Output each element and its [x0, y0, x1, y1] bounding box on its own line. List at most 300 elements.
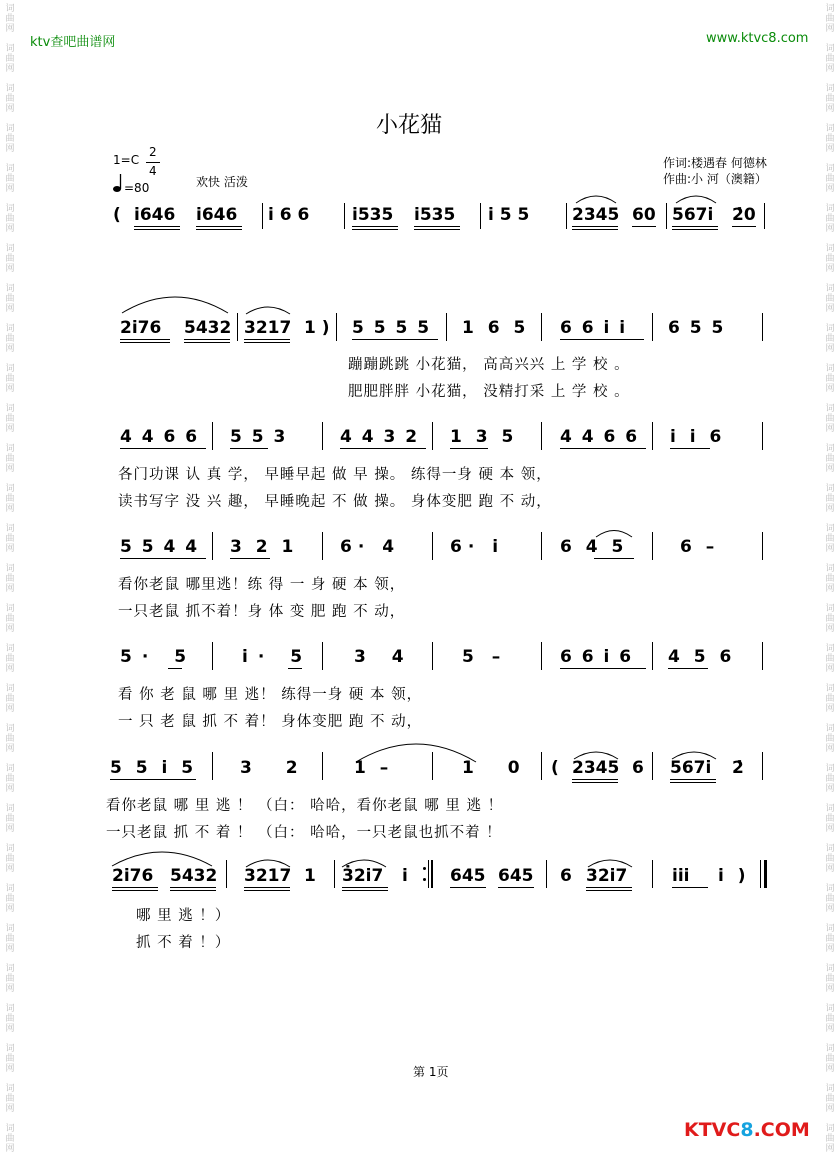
watermark-char: 曲 [825, 654, 835, 664]
beam-line [672, 229, 718, 230]
note-group: 567i [670, 758, 712, 778]
watermark-char: 网 [825, 544, 835, 554]
watermark-char: 词 [825, 724, 835, 734]
beam-line [414, 229, 460, 230]
watermark-char: 曲 [5, 574, 15, 584]
lyric-line-1: 蹦蹦跳跳 小花猫， 高高兴兴 上 学 校 。 [348, 357, 630, 373]
note-group: 3 2 [240, 758, 312, 778]
watermark-char: 网 [5, 1064, 15, 1074]
note-group: 6 6 i 6 [560, 647, 634, 667]
slur-arc [674, 193, 718, 205]
watermark-char: 曲 [5, 54, 15, 64]
site-logo: KTVC8.COM [684, 1119, 810, 1141]
beam-line [668, 668, 708, 669]
watermark-char: 网 [825, 304, 835, 314]
beam-line [184, 342, 230, 343]
watermark-char: 曲 [5, 774, 15, 784]
beam-line [230, 448, 268, 449]
watermark-char: 曲 [825, 814, 835, 824]
watermark-char: 词 [5, 1044, 15, 1054]
barline [212, 422, 213, 450]
time-signature-top: 2 [149, 145, 157, 159]
barline [226, 860, 227, 888]
beam-line [230, 558, 270, 559]
site-link-left[interactable]: ktv查吧曲谱网 [30, 35, 116, 50]
note-group: 6 – [680, 537, 719, 557]
note-group: 5 5 5 5 [352, 318, 432, 338]
slur-arc [110, 846, 214, 868]
watermark-char: 曲 [825, 774, 835, 784]
watermark-char: 曲 [825, 454, 835, 464]
barline [322, 532, 323, 560]
barline [652, 313, 653, 341]
lyric-line-2: 一只老鼠 抓不着！身 体 变 肥 跑 不 动， [118, 604, 406, 620]
watermark-char: 词 [825, 44, 835, 54]
watermark-char: 词 [825, 484, 835, 494]
watermark-char: 曲 [5, 974, 15, 984]
watermark-char: 词 [825, 964, 835, 974]
watermark-char: 词 [5, 764, 15, 774]
note-group: i [402, 866, 408, 886]
watermark-char: 词 [825, 844, 835, 854]
watermark-char: 词 [5, 844, 15, 854]
watermark-char: 词 [825, 404, 835, 414]
beam-line [352, 229, 398, 230]
watermark-char: 词 [825, 924, 835, 934]
watermark-char: 词 [825, 604, 835, 614]
watermark-char: 曲 [825, 1134, 835, 1144]
watermark-char: 网 [825, 1104, 835, 1114]
barline [432, 642, 433, 670]
watermark-char: 词 [5, 484, 15, 494]
note-group: i535 [414, 205, 456, 225]
watermark-char: 曲 [5, 134, 15, 144]
watermark-char: 词 [825, 324, 835, 334]
watermark-char: 曲 [825, 894, 835, 904]
watermark-char: 曲 [825, 414, 835, 424]
lyric-line-1: 看你老鼠 哪里逃！练 得 一 身 硬 本 领， [118, 577, 406, 593]
barline [480, 203, 481, 229]
note-group: 5 5 3 [230, 427, 288, 447]
time-signature-bottom: 4 [149, 164, 157, 178]
watermark-char: 曲 [5, 374, 15, 384]
note-group: iii [672, 866, 690, 886]
beam-line [450, 448, 488, 449]
watermark-char: 网 [825, 904, 835, 914]
watermark-char: 词 [825, 1004, 835, 1014]
note-group: 2̇ [732, 758, 744, 778]
note-group: 4 4 6 6 [120, 427, 200, 447]
note-group: 1 6 5 [462, 318, 530, 338]
lyric-line-2: 肥肥胖胖 小花猫， 没精打采 上 学 校 。 [348, 384, 630, 400]
barline [546, 860, 547, 888]
watermark-char: 词 [825, 4, 835, 14]
beam-line [672, 887, 708, 888]
beam-line [586, 887, 632, 888]
watermark-char: 网 [825, 584, 835, 594]
watermark-char: 网 [5, 984, 15, 994]
note-group: 1 3 5 [450, 427, 518, 447]
watermark-char: 网 [825, 384, 835, 394]
watermark-char: 词 [5, 404, 15, 414]
watermark-char: 曲 [825, 614, 835, 624]
watermark-char: 网 [5, 864, 15, 874]
watermark-char: 词 [5, 684, 15, 694]
watermark-char: 词 [825, 244, 835, 254]
note-group: 2i76 [112, 866, 154, 886]
watermark-char: 曲 [5, 214, 15, 224]
watermark-char: 词 [825, 1124, 835, 1134]
watermark-char: 曲 [5, 94, 15, 104]
watermark-char: 网 [825, 144, 835, 154]
watermark-char: 曲 [825, 854, 835, 864]
beam-line [244, 890, 290, 891]
barline [212, 752, 213, 780]
tempo-marking: =80 [124, 181, 150, 195]
watermark-char: 词 [5, 604, 15, 614]
watermark-char: 网 [825, 344, 835, 354]
watermark-char: 网 [5, 464, 15, 474]
watermark-char: 曲 [825, 174, 835, 184]
beam-line [120, 339, 170, 340]
watermark-char: 词 [5, 724, 15, 734]
beam-line [134, 229, 180, 230]
watermark-char: 词 [5, 1004, 15, 1014]
beam-line [170, 887, 216, 888]
beam-line [342, 890, 388, 891]
watermark-char: 曲 [825, 1094, 835, 1104]
final-barline [764, 860, 767, 888]
watermark-char: 曲 [825, 214, 835, 224]
composer-credit: 作曲:小 河（澳籍） [663, 172, 767, 186]
beam-line [196, 229, 242, 230]
right-watermark-strip [824, 0, 836, 1169]
beam-line [594, 558, 634, 559]
watermark-char: 曲 [5, 1134, 15, 1144]
repeat-sign [431, 860, 433, 888]
watermark-char: 网 [5, 304, 15, 314]
note-group: 60 [632, 205, 656, 225]
barline [652, 860, 653, 888]
watermark-char: 词 [5, 804, 15, 814]
watermark-char: 曲 [825, 974, 835, 984]
watermark-char: 网 [5, 224, 15, 234]
watermark-char: 网 [825, 664, 835, 674]
barline [762, 752, 763, 780]
watermark-char: 网 [825, 424, 835, 434]
watermark-char: 曲 [5, 814, 15, 824]
watermark-char: 词 [825, 1044, 835, 1054]
barline [541, 422, 542, 450]
watermark-char: 词 [5, 284, 15, 294]
watermark-char: 网 [5, 24, 15, 34]
watermark-char: 网 [5, 184, 15, 194]
watermark-char: 网 [5, 384, 15, 394]
watermark-char: 词 [825, 124, 835, 134]
beam-line [450, 887, 486, 888]
note-group: 6 6 i i [560, 318, 628, 338]
watermark-char: 词 [5, 444, 15, 454]
watermark-char: 曲 [5, 14, 15, 24]
watermark-char: 词 [5, 964, 15, 974]
beam-line [572, 229, 618, 230]
barline [566, 203, 567, 229]
watermark-char: 曲 [5, 894, 15, 904]
watermark-char: 词 [825, 364, 835, 374]
barline [237, 313, 238, 341]
note-group: 6 [632, 758, 644, 778]
barline [762, 532, 763, 560]
watermark-char: 曲 [825, 14, 835, 24]
beam-line [672, 226, 718, 227]
watermark-char: 曲 [5, 1014, 15, 1024]
watermark-char: 曲 [825, 734, 835, 744]
barline [446, 313, 447, 341]
watermark-char: 网 [5, 584, 15, 594]
watermark-char: 曲 [5, 254, 15, 264]
watermark-char: 曲 [5, 174, 15, 184]
watermark-char: 词 [825, 684, 835, 694]
repeat-dot [423, 867, 426, 870]
watermark-char: 曲 [825, 334, 835, 344]
note-group: 4 4 3 2 [340, 427, 420, 447]
note-group: 3 4 [354, 647, 414, 667]
watermark-char: 网 [5, 544, 15, 554]
repeat-sign [428, 860, 429, 888]
lyric-line-1: 看你老鼠 哪 里 逃 ！ （白： 哈哈，看你老鼠 哪 里 逃 ！ [106, 798, 504, 814]
watermark-char: 网 [5, 744, 15, 754]
barline [336, 313, 337, 341]
slur-arc [120, 291, 230, 315]
note-group: 3217 [244, 866, 292, 886]
watermark-char: 曲 [825, 374, 835, 384]
watermark-char: 词 [825, 284, 835, 294]
beam-line [184, 339, 230, 340]
note-group: 1 – [354, 758, 393, 778]
note-group: 3217 [244, 318, 292, 338]
note-group: i646 [134, 205, 176, 225]
note-group: 567i [672, 205, 714, 225]
watermark-char: 网 [825, 464, 835, 474]
watermark-char: 网 [825, 1024, 835, 1034]
beam-line [196, 226, 242, 227]
lyric-line-2: 一 只 老 鼠 抓 不 着！ 身体变肥 跑 不 动， [118, 714, 423, 730]
site-link-right[interactable]: www.ktvc8.com [706, 31, 809, 46]
barline [666, 203, 667, 229]
note-group: 1 0 [462, 758, 534, 778]
barline [764, 203, 765, 229]
watermark-char: 曲 [825, 1054, 835, 1064]
lyric-line-2: 一只老鼠 抓 不 着 ！ （白： 哈哈，一只老鼠也抓不着 ！ [106, 825, 502, 841]
barline [541, 642, 542, 670]
watermark-char: 词 [5, 884, 15, 894]
barline [762, 422, 763, 450]
watermark-char: 网 [5, 1144, 15, 1154]
watermark-char: 曲 [5, 1094, 15, 1104]
note-group: 2i76 [120, 318, 162, 338]
beam-line [572, 782, 618, 783]
watermark-char: 网 [5, 944, 15, 954]
watermark-char: 词 [5, 124, 15, 134]
watermark-char: 网 [825, 64, 835, 74]
note-group: 6 4 5 [560, 537, 628, 557]
mood-marking: 欢快 活泼 [196, 175, 248, 189]
watermark-char: 网 [825, 984, 835, 994]
note-group: 4 5 6 [668, 647, 736, 667]
watermark-char: 网 [825, 184, 835, 194]
watermark-char: 曲 [825, 254, 835, 264]
note-group: 32i7 [586, 866, 628, 886]
note-group: i 6 6 [268, 205, 310, 225]
watermark-char: 词 [825, 884, 835, 894]
barline [652, 532, 653, 560]
watermark-char: 曲 [825, 934, 835, 944]
watermark-char: 词 [5, 44, 15, 54]
watermark-char: 网 [825, 784, 835, 794]
watermark-char: 网 [5, 1024, 15, 1034]
watermark-char: 曲 [5, 734, 15, 744]
watermark-char: 网 [825, 624, 835, 634]
watermark-char: 曲 [5, 534, 15, 544]
note-group: 1 [304, 866, 316, 886]
beam-line [414, 226, 460, 227]
watermark-char: 曲 [5, 614, 15, 624]
barline [322, 422, 323, 450]
watermark-char: 词 [5, 644, 15, 654]
note-group: 645 [498, 866, 534, 886]
note-group: i 5 5 [488, 205, 530, 225]
watermark-char: 词 [5, 204, 15, 214]
watermark-char: 网 [5, 144, 15, 154]
watermark-char: 网 [825, 264, 835, 274]
note-group: 4 4 6 6 [560, 427, 640, 447]
barline [432, 752, 433, 780]
beam-line [120, 342, 170, 343]
beam-line [572, 226, 618, 227]
barline [432, 422, 433, 450]
lyric-line-1: 各门功课 认 真 学， 早睡早起 做 早 操。 练得一身 硬 本 领， [118, 467, 552, 483]
watermark-char: 网 [825, 224, 835, 234]
note-group: 1 ) [304, 318, 330, 338]
lyricist-credit: 作词:楼遇春 何德林 [663, 156, 767, 170]
beam-line [134, 226, 180, 227]
repeat-dot [423, 878, 426, 881]
watermark-char: 网 [5, 704, 15, 714]
note-group: 5432 [170, 866, 218, 886]
watermark-char: 曲 [825, 54, 835, 64]
beam-line [244, 342, 290, 343]
slur-arc [244, 302, 292, 316]
note-group: i ) [718, 866, 750, 886]
watermark-char: 词 [825, 444, 835, 454]
lyric-line-2: 读书写字 没 兴 趣， 早睡晚起 不 做 操。 身体变肥 跑 不 动， [118, 494, 552, 510]
beam-line [112, 890, 158, 891]
watermark-char: 词 [5, 924, 15, 934]
watermark-char: 网 [825, 104, 835, 114]
beam-line [670, 782, 716, 783]
barline [541, 313, 542, 341]
key-signature: 1=C [113, 153, 140, 167]
note-group: 5432 [184, 318, 232, 338]
beam-line [244, 887, 290, 888]
lyric-line-2: 抓 不 着 ！） [136, 935, 231, 951]
beam-line [560, 339, 644, 340]
watermark-char: 网 [825, 24, 835, 34]
watermark-char: 词 [825, 84, 835, 94]
watermark-char: 词 [825, 164, 835, 174]
repeat-paren-open: ( [113, 205, 121, 225]
note-group: 3 2 1 [230, 537, 298, 557]
beam-line [560, 448, 646, 449]
beam-line [586, 890, 632, 891]
watermark-char: 网 [5, 104, 15, 114]
watermark-char: 曲 [5, 934, 15, 944]
note-group: i646 [196, 205, 238, 225]
barline [652, 422, 653, 450]
watermark-char: 曲 [5, 294, 15, 304]
watermark-char: 网 [825, 1064, 835, 1074]
beam-line [340, 448, 426, 449]
watermark-char: 网 [825, 504, 835, 514]
barline [541, 532, 542, 560]
barline [541, 752, 542, 780]
watermark-char: 词 [5, 364, 15, 374]
watermark-char: 网 [825, 864, 835, 874]
watermark-char: 网 [825, 704, 835, 714]
watermark-char: 曲 [825, 134, 835, 144]
watermark-char: 词 [5, 84, 15, 94]
slur-arc [574, 193, 618, 205]
watermark-char: 词 [825, 644, 835, 654]
beam-line [342, 887, 388, 888]
barline [652, 642, 653, 670]
beam-line [120, 448, 206, 449]
barline [212, 532, 213, 560]
beam-line [670, 779, 716, 780]
repeat-paren-open: ( [551, 758, 559, 778]
watermark-char: 词 [825, 1084, 835, 1094]
note-group: 3̇2i7 [342, 866, 384, 886]
barline [322, 752, 323, 780]
note-group: 6· 4 [340, 537, 401, 557]
watermark-char: 网 [5, 424, 15, 434]
watermark-char: 网 [825, 944, 835, 954]
watermark-char: 网 [5, 1104, 15, 1114]
watermark-char: 网 [5, 904, 15, 914]
watermark-char: 曲 [825, 534, 835, 544]
barline [762, 313, 763, 341]
watermark-char: 曲 [5, 854, 15, 864]
beam-line [170, 890, 216, 891]
note-group: 5· 5 [120, 647, 197, 667]
beam-line [244, 339, 290, 340]
watermark-char: 曲 [5, 454, 15, 464]
final-barline [760, 860, 761, 888]
time-signature-line [146, 162, 160, 163]
watermark-char: 网 [5, 504, 15, 514]
watermark-char: 网 [5, 264, 15, 274]
beam-line [352, 226, 398, 227]
note-group: 5 5 i 5 [110, 758, 198, 778]
beam-line [120, 558, 206, 559]
watermark-char: 网 [5, 784, 15, 794]
watermark-char: 词 [825, 764, 835, 774]
watermark-char: 词 [5, 564, 15, 574]
watermark-char: 词 [5, 324, 15, 334]
watermark-char: 词 [5, 1084, 15, 1094]
song-title: 小花猫 [376, 113, 443, 138]
note-group: 6 5 5 [668, 318, 726, 338]
